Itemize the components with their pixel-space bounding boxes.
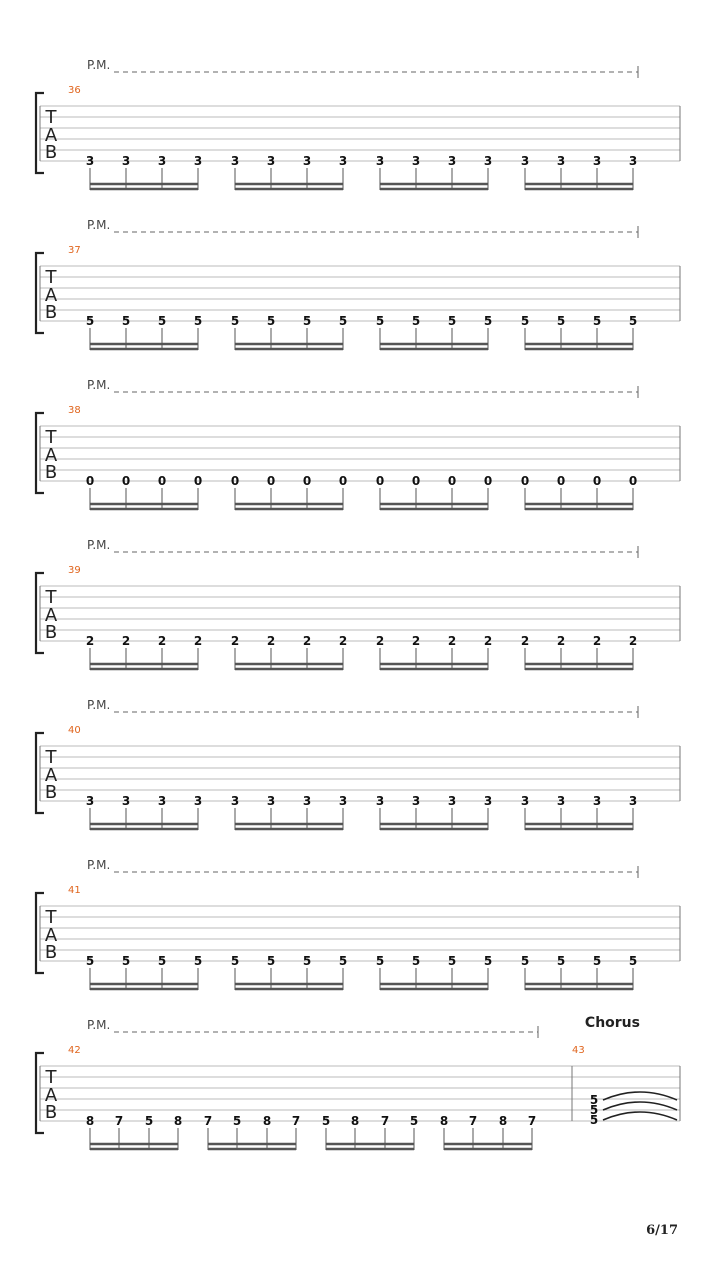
system-40-fret-number: 3 xyxy=(266,794,276,808)
system-37-fret-number: 5 xyxy=(266,314,276,328)
section-label: Chorus xyxy=(584,1015,640,1031)
tab-letter-a: A xyxy=(44,925,58,946)
tab-letter-b: B xyxy=(44,1102,58,1123)
system-38-fret-number: 0 xyxy=(520,474,530,488)
system-41-fret-number: 5 xyxy=(85,954,95,968)
system-36-fret-number: 3 xyxy=(266,154,276,168)
let-ring-tie xyxy=(603,1102,677,1110)
tab-letter-a: A xyxy=(44,125,58,146)
system-38-fret-number: 0 xyxy=(411,474,421,488)
system-41-fret-number: 5 xyxy=(628,954,638,968)
system-41-palm-mute-label: P.M. xyxy=(87,858,111,872)
system-37-measure-number: 37 xyxy=(68,245,81,256)
system-41-measure-number: 41 xyxy=(68,885,81,896)
system-39-fret-number: 2 xyxy=(556,634,566,648)
system-37-fret-number: 5 xyxy=(121,314,131,328)
system-37-fret-number: 5 xyxy=(592,314,602,328)
system-42-fret-number: 7 xyxy=(291,1114,301,1128)
system-42-fret-number: 5 xyxy=(232,1114,242,1128)
system-40-fret-number: 3 xyxy=(230,794,240,808)
system-38-fret-number: 0 xyxy=(338,474,348,488)
system-40-fret-number: 3 xyxy=(556,794,566,808)
system-36-fret-number: 3 xyxy=(85,154,95,168)
system-40-fret-number: 3 xyxy=(121,794,131,808)
system-41-fret-number: 5 xyxy=(483,954,493,968)
system-38-fret-number: 0 xyxy=(628,474,638,488)
system-36-palm-mute-label: P.M. xyxy=(87,58,111,72)
system-42-fret-number: 5 xyxy=(321,1114,331,1128)
system-41-fret-number: 5 xyxy=(193,954,203,968)
system-40-fret-number: 3 xyxy=(483,794,493,808)
system-41-fret-number: 5 xyxy=(447,954,457,968)
system-36-fret-number: 3 xyxy=(121,154,131,168)
system-36-fret-number: 3 xyxy=(375,154,385,168)
tab-letter-a: A xyxy=(44,1085,58,1106)
system-36-fret-number: 3 xyxy=(592,154,602,168)
system-36-fret-number: 3 xyxy=(157,154,167,168)
system-42-fret-number: 8 xyxy=(262,1114,272,1128)
system-41-fret-number: 5 xyxy=(520,954,530,968)
system-38-palm-mute-label: P.M. xyxy=(87,378,111,392)
tab-letter-t: T xyxy=(45,907,57,928)
system-36-fret-number: 3 xyxy=(447,154,457,168)
system-37-fret-number: 5 xyxy=(230,314,240,328)
system-39-fret-number: 2 xyxy=(520,634,530,648)
tab-letter-a: A xyxy=(44,605,58,626)
tab-letter-b: B xyxy=(44,302,58,323)
system-37-fret-number: 5 xyxy=(85,314,95,328)
system-36-fret-number: 3 xyxy=(302,154,312,168)
system-37-fret-number: 5 xyxy=(338,314,348,328)
system-39-fret-number: 2 xyxy=(302,634,312,648)
system-38-fret-number: 0 xyxy=(230,474,240,488)
system-36-fret-number: 3 xyxy=(520,154,530,168)
system-42-measure-number: 42 xyxy=(68,1045,81,1056)
system-36-fret-number: 3 xyxy=(338,154,348,168)
system-36-fret-number: 3 xyxy=(230,154,240,168)
system-37-fret-number: 5 xyxy=(483,314,493,328)
system-39-fret-number: 2 xyxy=(411,634,421,648)
system-38-fret-number: 0 xyxy=(157,474,167,488)
tab-letter-b: B xyxy=(44,942,58,963)
system-38-measure-number: 38 xyxy=(68,405,81,416)
tab-letter-t: T xyxy=(45,747,57,768)
system-41-fret-number: 5 xyxy=(592,954,602,968)
system-39-measure-number: 39 xyxy=(68,565,81,576)
system-42-fret-number: 8 xyxy=(173,1114,183,1128)
system-42-fret-number: 7 xyxy=(203,1114,213,1128)
tab-letter-t: T xyxy=(45,107,57,128)
system-41-fret-number: 5 xyxy=(121,954,131,968)
tab-letter-b: B xyxy=(44,622,58,643)
system-41-fret-number: 5 xyxy=(556,954,566,968)
system-39-fret-number: 2 xyxy=(375,634,385,648)
system-39-fret-number: 2 xyxy=(592,634,602,648)
system-38-fret-number: 0 xyxy=(193,474,203,488)
tab-letter-a: A xyxy=(44,285,58,306)
tab-letter-a: A xyxy=(44,765,58,786)
system-37-fret-number: 5 xyxy=(157,314,167,328)
system-39-fret-number: 2 xyxy=(121,634,131,648)
system-39-palm-mute-label: P.M. xyxy=(87,538,111,552)
system-40-fret-number: 3 xyxy=(447,794,457,808)
system-38-fret-number: 0 xyxy=(447,474,457,488)
system-36-measure-number: 36 xyxy=(68,85,81,96)
system-42-palm-mute-label: P.M. xyxy=(87,1018,111,1032)
system-40-fret-number: 3 xyxy=(375,794,385,808)
system-40-measure-number: 40 xyxy=(68,725,81,736)
system-37-fret-number: 5 xyxy=(411,314,421,328)
let-ring-tie xyxy=(603,1112,677,1120)
system-42-fret-number: 8 xyxy=(498,1114,508,1128)
system-41-fret-number: 5 xyxy=(411,954,421,968)
system-43-measure-number: 43 xyxy=(572,1045,585,1056)
system-37-fret-number: 5 xyxy=(628,314,638,328)
system-39-fret-number: 2 xyxy=(338,634,348,648)
system-40-palm-mute-label: P.M. xyxy=(87,698,111,712)
tab-letter-b: B xyxy=(44,142,58,163)
tab-letter-b: B xyxy=(44,462,58,483)
system-36-fret-number: 3 xyxy=(556,154,566,168)
system-40-fret-number: 3 xyxy=(302,794,312,808)
system-42-fret-number: 7 xyxy=(380,1114,390,1128)
system-40-fret-number: 3 xyxy=(592,794,602,808)
system-39-fret-number: 2 xyxy=(266,634,276,648)
system-38-fret-number: 0 xyxy=(375,474,385,488)
system-37-fret-number: 5 xyxy=(520,314,530,328)
chord-fret-number: 5 xyxy=(589,1113,599,1127)
system-37-fret-number: 5 xyxy=(447,314,457,328)
system-36-fret-number: 3 xyxy=(628,154,638,168)
system-39-fret-number: 2 xyxy=(157,634,167,648)
system-37-fret-number: 5 xyxy=(193,314,203,328)
system-39-fret-number: 2 xyxy=(193,634,203,648)
system-40-fret-number: 3 xyxy=(85,794,95,808)
system-42-fret-number: 8 xyxy=(85,1114,95,1128)
system-41-fret-number: 5 xyxy=(266,954,276,968)
system-42-fret-number: 7 xyxy=(114,1114,124,1128)
system-38-fret-number: 0 xyxy=(483,474,493,488)
system-37-fret-number: 5 xyxy=(302,314,312,328)
tab-letter-t: T xyxy=(45,1067,57,1088)
page-number: 6/17 xyxy=(646,1223,678,1238)
tab-letter-b: B xyxy=(44,782,58,803)
system-41-fret-number: 5 xyxy=(302,954,312,968)
system-39-fret-number: 2 xyxy=(447,634,457,648)
system-41-fret-number: 5 xyxy=(157,954,167,968)
system-36-fret-number: 3 xyxy=(411,154,421,168)
system-41-fret-number: 5 xyxy=(338,954,348,968)
system-39-fret-number: 2 xyxy=(483,634,493,648)
chord-fret-number: 5 xyxy=(589,1103,599,1117)
system-40-fret-number: 3 xyxy=(628,794,638,808)
system-38-fret-number: 0 xyxy=(266,474,276,488)
chord-fret-number: 5 xyxy=(589,1093,599,1107)
system-38-fret-number: 0 xyxy=(85,474,95,488)
system-42-fret-number: 8 xyxy=(350,1114,360,1128)
system-40-fret-number: 3 xyxy=(520,794,530,808)
system-40-fret-number: 3 xyxy=(157,794,167,808)
system-39-fret-number: 2 xyxy=(85,634,95,648)
system-40-fret-number: 3 xyxy=(411,794,421,808)
system-42-fret-number: 8 xyxy=(439,1114,449,1128)
tab-letter-t: T xyxy=(45,267,57,288)
tab-letter-t: T xyxy=(45,427,57,448)
system-38-fret-number: 0 xyxy=(556,474,566,488)
system-42-fret-number: 7 xyxy=(468,1114,478,1128)
system-37-fret-number: 5 xyxy=(556,314,566,328)
tab-letter-t: T xyxy=(45,587,57,608)
system-38-fret-number: 0 xyxy=(302,474,312,488)
system-41-fret-number: 5 xyxy=(375,954,385,968)
system-42-fret-number: 5 xyxy=(409,1114,419,1128)
system-41-fret-number: 5 xyxy=(230,954,240,968)
system-38-fret-number: 0 xyxy=(592,474,602,488)
system-36-fret-number: 3 xyxy=(193,154,203,168)
system-42-fret-number: 5 xyxy=(144,1114,154,1128)
tab-letter-a: A xyxy=(44,445,58,466)
system-37-fret-number: 5 xyxy=(375,314,385,328)
system-39-fret-number: 2 xyxy=(628,634,638,648)
system-39-fret-number: 2 xyxy=(230,634,240,648)
system-36-fret-number: 3 xyxy=(483,154,493,168)
system-38-fret-number: 0 xyxy=(121,474,131,488)
system-37-palm-mute-label: P.M. xyxy=(87,218,111,232)
system-40-fret-number: 3 xyxy=(193,794,203,808)
system-42-fret-number: 7 xyxy=(527,1114,537,1128)
system-40-fret-number: 3 xyxy=(338,794,348,808)
